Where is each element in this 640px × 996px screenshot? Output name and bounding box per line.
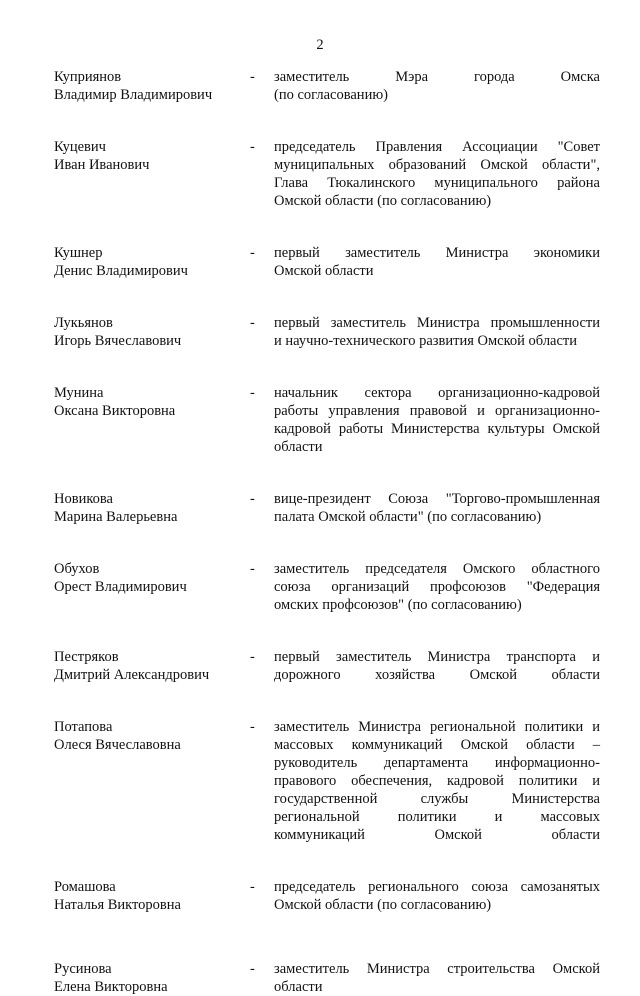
page-number: 2 [316,37,324,53]
position-line: первый заместитель Министра промышленности [274,315,600,331]
position-line: (по согласованию) [274,87,388,103]
dash-separator: - [250,561,255,577]
position-line: первый заместитель Министра экономики [274,245,600,261]
position-line: заместитель Мэра города Омска [274,69,600,85]
position-line: массовых коммуникаций Омской области – [274,737,600,753]
surname: Пестряков [54,649,119,665]
person-name [54,960,250,996]
person-name [54,138,250,174]
position-text [274,138,600,210]
person-name [54,878,250,914]
position-text [274,314,600,350]
position-text [274,718,600,844]
position-line: коммуникаций Омской области [274,827,600,843]
surname: Мунина [54,385,104,401]
list-item [54,718,600,844]
person-name [54,68,250,104]
surname: Лукьянов [54,315,113,331]
person-name [54,384,250,420]
dash-separator: - [250,139,255,155]
surname: Кушнер [54,245,103,261]
surname: Русинова [54,961,112,977]
position-line: Глава Тюкалинского муниципального района [274,175,600,191]
list-item [54,648,600,684]
position-line: палата Омской области" (по согласованию) [274,509,542,525]
person-name [54,244,250,280]
list-item [54,878,600,914]
position-line: председатель регионального союза самозанятых [274,879,600,895]
position-line: работы управления правовой и организационно- [274,403,600,419]
position-line: Омской области (по согласованию) [274,897,492,913]
person-name [54,560,250,596]
position-line: региональной политики и массовых [274,809,600,825]
list-item [54,138,600,210]
given-names: Владимир Владимирович [54,87,213,103]
person-name [54,314,250,350]
dash-separator: - [250,961,255,977]
position-line: области [274,979,323,995]
person-name [54,490,250,526]
position-line: дорожного хозяйства Омской области [274,667,600,683]
member-list [54,68,600,996]
dash-separator: - [250,649,255,665]
position-text [274,960,600,996]
position-line: правового обеспечения, кадровой политики и [274,773,600,789]
surname: Обухов [54,561,100,577]
position-line: кадровой работы Министерства культуры Омской [274,421,600,437]
position-line: председатель Правления Ассоциации "Совет [274,139,600,155]
list-item [54,384,600,456]
position-text [274,878,600,914]
surname: Новикова [54,491,113,507]
given-names: Орест Владимирович [54,579,187,595]
person-name [54,718,250,754]
list-item [54,490,600,526]
position-text [274,560,600,614]
given-names: Марина Валерьевна [54,509,178,525]
position-line: заместитель председателя Омского областного [274,561,600,577]
surname: Куприянов [54,69,122,85]
position-text [274,68,600,104]
position-text [274,244,600,280]
position-line: и научно-технического развития Омской области [274,333,578,349]
given-names: Иван Иванович [54,157,150,173]
position-line: заместитель Министра региональной политики и [274,719,600,735]
position-line: начальник сектора организационно-кадровой [274,385,600,401]
position-text [274,490,600,526]
list-item [54,244,600,280]
dash-separator: - [250,315,255,331]
given-names: Игорь Вячеславович [54,333,182,349]
position-line: омских профсоюзов" (по согласованию) [274,597,522,613]
dash-separator: - [250,69,255,85]
given-names: Денис Владимирович [54,263,188,279]
given-names: Елена Викторовна [54,979,168,995]
surname: Потапова [54,719,113,735]
position-line: Омской области (по согласованию) [274,193,492,209]
position-line: муниципальных образований Омской области", [274,157,600,173]
position-text [274,384,600,456]
dash-separator: - [250,491,255,507]
list-item [54,960,600,996]
position-line: заместитель Министра строительства Омской [274,961,600,977]
position-line: области [274,439,323,455]
surname: Куцевич [54,139,106,155]
dash-separator: - [250,385,255,401]
list-item [54,68,600,104]
given-names: Наталья Викторовна [54,897,181,913]
given-names: Оксана Викторовна [54,403,176,419]
position-line: союза организаций профсоюзов "Федерация [274,579,600,595]
position-line: руководитель департамента информационно- [274,755,600,771]
given-names: Дмитрий Александрович [54,667,210,683]
dash-separator: - [250,719,255,735]
position-line: государственной службы Министерства [274,791,600,807]
dash-separator: - [250,879,255,895]
surname: Ромашова [54,879,116,895]
list-item [54,314,600,350]
position-line: вице-президент Союза "Торгово-промышленная [274,491,600,507]
list-item [54,560,600,614]
position-line: Омской области [274,263,374,279]
person-name [54,648,250,684]
dash-separator: - [250,245,255,261]
position-text [274,648,600,684]
position-line: первый заместитель Министра транспорта и [274,649,600,665]
given-names: Олеся Вячеславовна [54,737,181,753]
